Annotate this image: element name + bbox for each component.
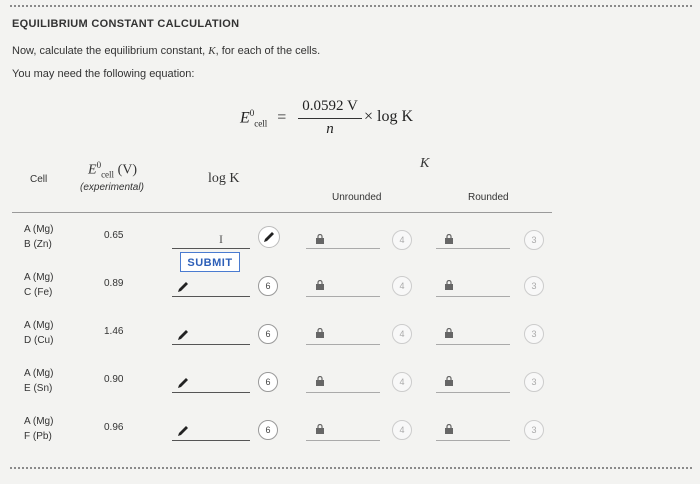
rounded-attempts-badge: 3: [524, 230, 544, 250]
table-row: [0, 318, 700, 366]
ecell-value: 0.65: [104, 230, 124, 241]
pencil-icon[interactable]: [176, 280, 190, 294]
k-rounded-input[interactable]: [436, 296, 510, 297]
pencil-icon: [262, 230, 276, 244]
k-rounded-input[interactable]: [436, 440, 510, 441]
cell-anode: A (Mg): [24, 416, 54, 427]
rounded-attempts-badge: 3: [524, 324, 544, 344]
cell-label: [24, 318, 53, 348]
header-ecell-E: E: [88, 162, 97, 178]
lock-icon: [315, 328, 325, 338]
intro-text: [12, 45, 320, 57]
ecell-value: 0.96: [104, 422, 124, 433]
equation-numerator: 0.0592 V: [302, 98, 358, 114]
header-unrounded: Unrounded: [332, 192, 382, 203]
equation-E: E: [240, 109, 250, 127]
cell-anode: A (Mg): [24, 272, 54, 283]
submit-button[interactable]: SUBMIT: [180, 252, 240, 272]
logk-input[interactable]: [172, 392, 250, 393]
table-row: [0, 366, 700, 414]
cell-cathode: E (Sn): [24, 383, 53, 394]
pencil-icon[interactable]: [176, 328, 190, 342]
ecell-value: 0.90: [104, 374, 124, 385]
header-ecell-sup: 0: [96, 160, 102, 170]
equation-E-sup: 0: [249, 108, 255, 118]
cell-anode: A (Mg): [24, 224, 54, 235]
lock-icon: [444, 424, 454, 434]
k-rounded-input[interactable]: [436, 248, 510, 249]
lock-icon: [444, 280, 454, 290]
equation-fraction-bar: [298, 118, 362, 119]
equation-lhs: [240, 108, 286, 129]
cell-anode: A (Mg): [24, 368, 54, 379]
header-rounded: Rounded: [468, 192, 509, 203]
top-divider: [10, 5, 692, 7]
lock-icon: [315, 234, 325, 244]
cell-label: [24, 414, 53, 444]
header-ecell-sub: cell: [101, 169, 115, 180]
logk-input[interactable]: [172, 440, 250, 441]
lock-icon: [315, 280, 325, 290]
unrounded-attempts-badge: 4: [392, 372, 412, 392]
unrounded-attempts-badge: 4: [392, 230, 412, 250]
cell-label: [24, 270, 53, 300]
logk-attempts-badge: 6: [258, 276, 278, 296]
cell-cathode: B (Zn): [24, 239, 52, 250]
cell-cathode: C (Fe): [24, 287, 53, 298]
intro-prefix: Now, calculate the equilibrium constant,: [12, 45, 209, 57]
rounded-attempts-badge: 3: [524, 276, 544, 296]
table-row: [0, 270, 700, 318]
header-divider: [12, 212, 552, 213]
equation-rhs: × log K: [364, 108, 414, 125]
header-logk: log K: [208, 171, 240, 186]
unrounded-attempts-badge: 4: [392, 276, 412, 296]
k-rounded-input[interactable]: [436, 344, 510, 345]
page-title: EQUILIBRIUM CONSTANT CALCULATION: [12, 18, 240, 30]
logk-input[interactable]: [172, 248, 250, 249]
rounded-attempts-badge: 3: [524, 420, 544, 440]
k-unrounded-input[interactable]: [306, 296, 380, 297]
logk-attempts-badge: 6: [258, 324, 278, 344]
table-row: [0, 414, 700, 462]
header-k: K: [420, 156, 430, 171]
cell-label: [24, 222, 53, 252]
rounded-attempts-badge: 3: [524, 372, 544, 392]
cell-cathode: F (Pb): [24, 431, 52, 442]
lock-icon: [444, 328, 454, 338]
text-cursor-icon: I: [219, 232, 223, 246]
ecell-value: 1.46: [104, 326, 124, 337]
cell-label: [24, 366, 53, 396]
lock-icon: [444, 234, 454, 244]
equation-fraction: [298, 98, 362, 138]
k-rounded-input[interactable]: [436, 392, 510, 393]
table-row: [0, 222, 700, 270]
logk-input[interactable]: [172, 344, 250, 345]
equation-denominator: n: [326, 121, 334, 137]
unrounded-attempts-badge: 4: [392, 420, 412, 440]
logk-input[interactable]: [172, 296, 250, 297]
lock-icon: [315, 376, 325, 386]
cell-anode: A (Mg): [24, 320, 54, 331]
header-ecell-note: (experimental): [80, 182, 144, 193]
header-ecell: [88, 160, 137, 179]
k-unrounded-input[interactable]: [306, 248, 380, 249]
unrounded-attempts-badge: 4: [392, 324, 412, 344]
intro-symbol: K: [208, 45, 216, 57]
cell-cathode: D (Cu): [24, 335, 54, 346]
intro-equation-note: You may need the following equation:: [12, 68, 195, 80]
lock-icon: [315, 424, 325, 434]
header-cell: Cell: [30, 174, 48, 185]
k-unrounded-input[interactable]: [306, 344, 380, 345]
equation-equals: =: [277, 109, 287, 127]
k-unrounded-input[interactable]: [306, 392, 380, 393]
pencil-icon[interactable]: [176, 424, 190, 438]
pencil-icon[interactable]: [176, 376, 190, 390]
edit-button[interactable]: [258, 226, 280, 248]
logk-attempts-badge: 6: [258, 372, 278, 392]
equation-E-sub: cell: [254, 118, 268, 129]
lock-icon: [444, 376, 454, 386]
intro-suffix: , for each of the cells.: [215, 45, 321, 57]
k-unrounded-input[interactable]: [306, 440, 380, 441]
header-ecell-unit: (V): [117, 162, 137, 178]
ecell-value: 0.89: [104, 278, 124, 289]
bottom-divider: [10, 467, 692, 469]
logk-attempts-badge: 6: [258, 420, 278, 440]
